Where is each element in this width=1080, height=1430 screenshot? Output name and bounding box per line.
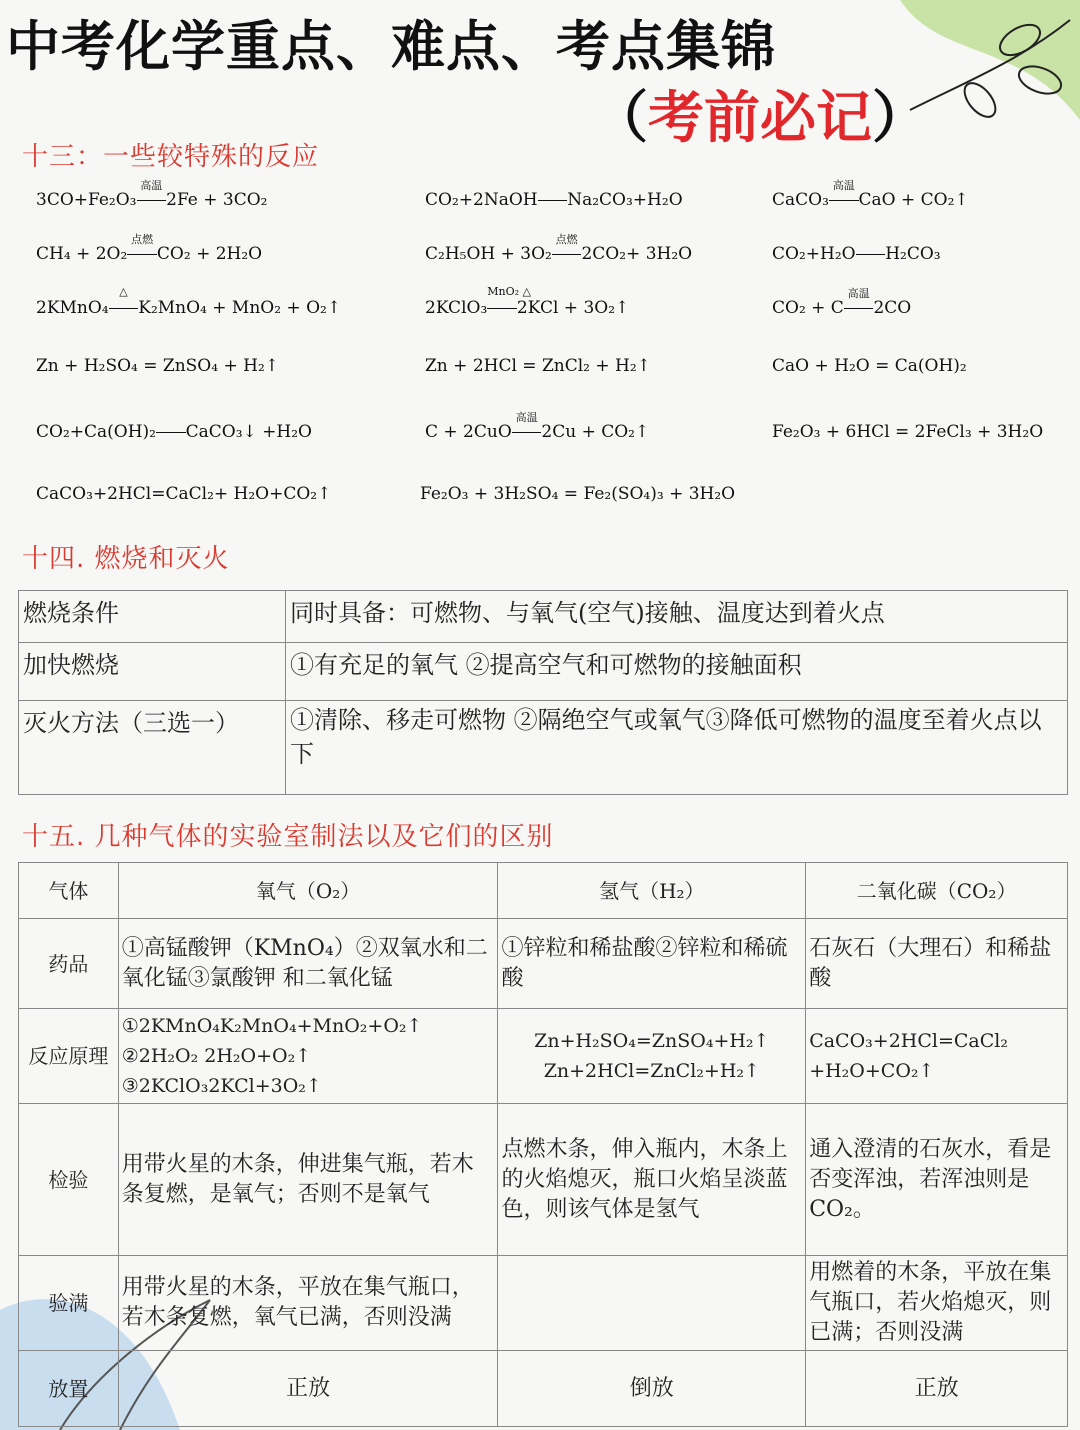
table-row (19, 591, 1068, 643)
row-value: 同时具备：可燃物、与氧气(空气)接触、温度达到着火点 (286, 591, 1068, 643)
cell-co2: 石灰石（大理石）和稀盐酸 (806, 919, 1068, 1009)
equation: CaO + H₂O = Ca(OH)₂ (772, 356, 967, 376)
row-key: 灭火方法（三选一） (19, 701, 286, 795)
section-13-heading: 十三：一些较特殊的反应 (22, 142, 320, 172)
combustion-table (18, 590, 1068, 795)
header-oxygen: 氧气（O₂） (118, 863, 498, 919)
section-14-heading: 十四. 燃烧和灭火 (22, 544, 230, 574)
row-value: ①清除、移走可燃物 ②隔绝空气或氧气③降低可燃物的温度至着火点以下 (286, 701, 1068, 795)
cell-co2: 正放 (806, 1351, 1068, 1427)
page-subtitle: （考前必记） (592, 86, 928, 151)
header-gas: 气体 (19, 863, 119, 919)
equation: C₂H₅OH + 3O₂ 点燃 2CO₂+ 3H₂O (425, 233, 693, 264)
equation: CaCO₃+2HCl=CaCl₂+ H₂O+CO₂↑ (36, 484, 332, 504)
equation: Fe₂O₃ + 3H₂SO₄ = Fe₂(SO₄)₃ + 3H₂O (420, 484, 736, 504)
equation: CO₂+2NaOH Na₂CO₃+H₂O (425, 190, 683, 210)
gas-preparation-table (18, 862, 1068, 1427)
section-15-heading: 十五. 几种气体的实验室制法以及它们的区别 (22, 822, 554, 852)
equation: CH₄ + 2O₂ 点燃 CO₂ + 2H₂O (36, 233, 263, 264)
row-value: ①有充足的氧气 ②提高空气和可燃物的接触面积 (286, 643, 1068, 701)
equation: CO₂+Ca(OH)₂ CaCO₃↓ +H₂O (36, 422, 312, 442)
cell-hydrogen: 点燃木条，伸入瓶内，木条上的火焰熄灭，瓶口火焰呈淡蓝色，则该气体是氢气 (498, 1104, 806, 1256)
row-label: 反应原理 (19, 1009, 119, 1104)
table-header-row (19, 863, 1068, 919)
header-hydrogen: 氢气（H₂） (498, 863, 806, 919)
row-label: 药品 (19, 919, 119, 1009)
table-row (19, 1256, 1068, 1351)
row-key: 燃烧条件 (19, 591, 286, 643)
header-co2: 二氧化碳（CO₂） (806, 863, 1068, 919)
equation: CO₂ + C 高温 2CO (772, 287, 912, 318)
cell-hydrogen: ①锌粒和稀盐酸②锌粒和稀硫酸 (498, 919, 806, 1009)
row-label: 验满 (19, 1256, 119, 1351)
cell-hydrogen: 倒放 (498, 1351, 806, 1427)
cell-co2: CaCO₃+2HCl=CaCl₂ +H₂O+CO₂↑ (806, 1009, 1068, 1104)
table-row (19, 1104, 1068, 1256)
equation: 2KClO₃ MnO₂ △ 2KCl + 3O₂↑ (425, 285, 630, 318)
equation: CO₂+H₂O H₂CO₃ (772, 244, 941, 264)
cell-hydrogen: Zn+H₂SO₄=ZnSO₄+H₂↑ Zn+2HCl=ZnCl₂+H₂↑ (498, 1009, 806, 1104)
table-row (19, 1351, 1068, 1427)
row-key: 加快燃烧 (19, 643, 286, 701)
table-row (19, 701, 1068, 795)
cell-oxygen: 用带火星的木条，平放在集气瓶口，若木条复燃，氧气已满，否则没满 (118, 1256, 498, 1351)
cell-co2: 用燃着的木条，平放在集气瓶口，若火焰熄灭，则已满；否则没满 (806, 1256, 1068, 1351)
equation: Fe₂O₃ + 6HCl = 2FeCl₃ + 3H₂O (772, 422, 1044, 442)
cell-co2: 通入澄清的石灰水，看是否变浑浊，若浑浊则是CO₂。 (806, 1104, 1068, 1256)
equation: Zn + H₂SO₄ = ZnSO₄ + H₂↑ (36, 356, 279, 376)
table-row (19, 919, 1068, 1009)
equation: Zn + 2HCl = ZnCl₂ + H₂↑ (425, 356, 651, 376)
equation: CaCO₃ 高温 CaO + CO₂↑ (772, 179, 969, 210)
cell-oxygen: 用带火星的木条，伸进集气瓶，若木条复燃，是氧气；否则不是氧气 (118, 1104, 498, 1256)
equation: C + 2CuO 高温 2Cu + CO₂↑ (425, 411, 650, 442)
cell-oxygen: ①高锰酸钾（KMnO₄）②双氧水和二氧化锰③氯酸钾 和二氧化锰 (118, 919, 498, 1009)
row-label: 检验 (19, 1104, 119, 1256)
equation: 2KMnO₄ △ K₂MnO₄ + MnO₂ + O₂↑ (36, 285, 342, 318)
table-row (19, 1009, 1068, 1104)
table-row (19, 643, 1068, 701)
cell-oxygen: 正放 (118, 1351, 498, 1427)
cell-hydrogen (498, 1256, 806, 1351)
row-label: 放置 (19, 1351, 119, 1427)
cell-oxygen: ①2KMnO₄K₂MnO₄+MnO₂+O₂↑ ②2H₂O₂ 2H₂O+O₂↑ ③2KClO₃2KCl+3O₂↑ (118, 1009, 498, 1104)
page-title: 中考化学重点、难点、考点集锦 (6, 15, 776, 78)
equation: 3CO+Fe₂O₃ 高温 2Fe + 3CO₂ (36, 179, 268, 210)
